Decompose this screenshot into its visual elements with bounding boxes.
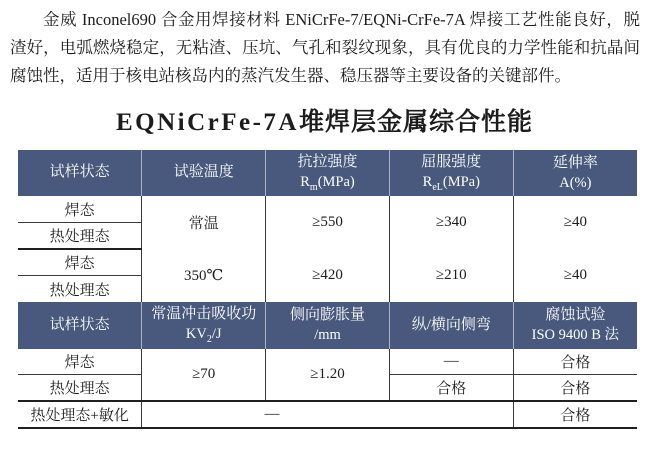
cell-state-weld: 焊态 xyxy=(18,349,142,375)
header-label: 常温冲击吸收功 xyxy=(151,306,257,323)
cell-temperature: 常温 xyxy=(142,196,266,249)
header-label: 纵/横向侧弯 xyxy=(411,316,491,333)
header-unit: $R_m(MPa)$ xyxy=(300,173,355,193)
header-unit: /mm xyxy=(314,326,341,343)
header-label: 腐蚀试验 xyxy=(545,307,606,324)
cell-state-heat-treated: 热处理态 xyxy=(49,282,110,299)
header-label: 试样状态 xyxy=(49,164,110,181)
header-sample-state xyxy=(18,150,142,196)
cell-elongation-value: ≥40 xyxy=(513,249,637,302)
cell-state-weld: 焊态 xyxy=(18,249,142,275)
cell-temperature: 350℃ xyxy=(142,249,266,302)
header-sample-state xyxy=(18,302,142,348)
cell-impact-value: ≥70 xyxy=(142,349,266,401)
cell-bend-result: 合格 xyxy=(389,375,513,401)
cell-state-heat-treated-sensitized: 热处理态+敏化 xyxy=(18,401,142,428)
header-label: 侧向膨胀量 xyxy=(289,307,365,324)
table-row xyxy=(18,249,637,275)
header-label: 试验温度 xyxy=(173,164,234,181)
header-label: 屈服强度 xyxy=(421,154,482,170)
header-side-bend xyxy=(389,302,513,348)
cell-corrosion-result: 合格 xyxy=(513,375,637,401)
header-yield-strength xyxy=(389,150,513,196)
cell-state-heat-treated: 热处理态 xyxy=(18,222,142,249)
cell-tensile-value: ≥550 xyxy=(266,196,390,249)
cell-yield-value: ≥340 xyxy=(389,196,513,249)
header-lateral-expansion xyxy=(266,302,390,348)
header-unit: ISO 9400 B 法 xyxy=(531,326,620,343)
header-elongation xyxy=(513,150,637,196)
header-corrosion-test xyxy=(513,302,637,348)
cell-elongation-value: ≥40 xyxy=(513,196,637,249)
cell-state-heat-treated: 热处理态 xyxy=(18,375,142,401)
cell-not-applicable: — xyxy=(142,401,513,428)
cell-state-weld: 焊态 xyxy=(18,196,142,222)
cell-corrosion-result: 合格 xyxy=(513,349,637,375)
header-unit: $R_{eL}(MPa)$ xyxy=(422,173,480,193)
header-tensile-strength xyxy=(266,150,390,196)
table-row xyxy=(18,349,637,375)
cell-bend-result: — xyxy=(389,349,513,375)
cell-tensile-value: ≥420 xyxy=(266,249,390,302)
header-label: 抗拉强度 xyxy=(297,154,358,170)
cell-expansion-value: ≥1.20 xyxy=(266,349,390,401)
cell-corrosion-result: 合格 xyxy=(513,401,637,428)
header-label: 试样状态 xyxy=(49,316,110,333)
performance-table xyxy=(18,150,637,429)
table-row xyxy=(18,196,637,222)
header-impact-energy xyxy=(142,302,266,348)
page-title-latin: EQNiCrFe-7A xyxy=(115,109,299,136)
page-title-cjk: 堆焊层金属综合性能 xyxy=(299,109,534,136)
table-header-row-1 xyxy=(18,150,637,196)
header-label: 延伸率 xyxy=(552,155,598,172)
intro-paragraph: 金威 Inconel690 合金用焊接材料 ENiCrFe-7/EQNi-CrFe-7A 焊接工艺性能良好，脱渣好，电弧燃烧稳定，无粘渣、压坑、气孔和裂纹现象，具有优良的力学性能和抗晶间腐蚀性，适用于核电站核岛内的蒸汽发生器、稳压器等主要设备的关键部件。 xyxy=(10,10,640,85)
header-unit: A(%) xyxy=(559,174,592,191)
header-unit: $KV_2/J$ xyxy=(185,325,222,345)
page-title xyxy=(0,106,649,140)
header-test-temperature xyxy=(142,150,266,196)
table-header-row-2 xyxy=(18,302,637,348)
table-row xyxy=(18,401,637,428)
cell-yield-value: ≥210 xyxy=(389,249,513,302)
